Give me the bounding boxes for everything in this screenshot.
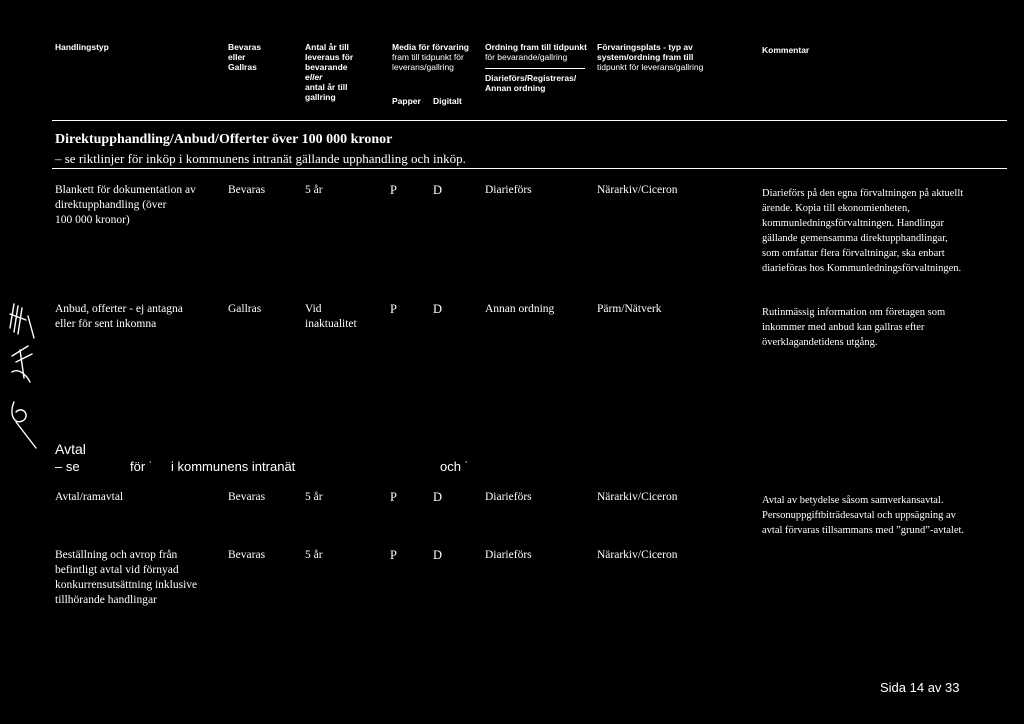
row-digital: D <box>433 183 443 197</box>
row-paper: P <box>390 183 397 197</box>
row-paper: P <box>390 548 397 562</box>
header-ordning-bottom: Diarieförs/Registreras/ Annan ordning <box>485 73 577 93</box>
header-papper: Papper <box>392 96 421 106</box>
section-subtitle-avtal-b: för ˙ <box>130 459 154 474</box>
row-digital: D <box>433 548 443 562</box>
section-subtitle-avtal-d: och ˙ <box>440 459 469 474</box>
section-title-direktupphandling: Direktupphandling/Anbud/Offerter över 100 000 kronor <box>55 132 393 147</box>
header-kommentar: Kommentar <box>762 45 810 55</box>
row-years: 5 år <box>305 549 323 561</box>
row-handlingstyp: Avtal/ramavtal <box>55 491 124 503</box>
row-ordning: Diarieförs <box>485 491 532 503</box>
row-handlingstyp: Anbud, offerter - ej antagna eller för sent inkomna <box>55 303 183 330</box>
row-kommentar: Rutinmässig information om företagen som inkommer med anbud kan gallras efter överklagandetidens utgång. <box>762 307 946 348</box>
row-forvaringsplats: Närarkiv/Ciceron <box>597 549 678 561</box>
header-digitalt: Digitalt <box>433 96 462 106</box>
row-digital: D <box>433 490 443 504</box>
section-subtitle-avtal-a: – se <box>55 459 80 474</box>
row-forvaringsplats: Pärm/Nätverk <box>597 303 662 315</box>
row-years: Vid inaktualitet <box>305 303 357 330</box>
header-bevaras-gallras: Bevaras eller Gallras <box>228 42 262 72</box>
header-forvaringsplats: Förvaringsplats - typ av system/ordning fram till tidpunkt för leverans/gallring <box>597 42 704 72</box>
row-paper: P <box>390 302 397 316</box>
row-bevaras: Bevaras <box>228 184 266 196</box>
row-forvaringsplats: Närarkiv/Ciceron <box>597 491 678 503</box>
row-ordning: Diarieförs <box>485 549 532 561</box>
header-ordning-divider <box>485 68 585 69</box>
section-rule <box>52 168 1007 169</box>
header-ordning: Ordning fram till tidpunkt för bevarande/gallring <box>485 42 587 62</box>
row-bevaras: Bevaras <box>228 549 266 561</box>
section-subtitle-direktupphandling: – se riktlinjer för inköp i kommunens intranät gällande upphandling och inköp. <box>55 151 466 166</box>
row-digital: D <box>433 302 443 316</box>
row-forvaringsplats: Närarkiv/Ciceron <box>597 184 678 196</box>
header-antal-ar: Antal år till leveraus för bevarande eller antal år till gallring <box>305 42 354 102</box>
row-ordning: Annan ordning <box>485 303 555 315</box>
row-bevaras: Bevaras <box>228 491 266 503</box>
row-kommentar: Diarieförs på den egna förvaltningen på aktuellt ärende. Kopia till ekonomienheten, kommunledningsförvaltningen. Handlingar gällande gemensamma direktupphandlingar, som omfattar flera förvaltningar, ska enbart diarieföras hos Kommunledningsförvaltningen. <box>762 188 964 274</box>
handwritten-signature <box>2 298 42 458</box>
header-handlingstyp: Handlingstyp <box>55 42 109 52</box>
row-paper: P <box>390 490 397 504</box>
page-number: Sida 14 av 33 <box>880 680 960 695</box>
section-subtitle-avtal-c: i kommunens intranät <box>171 459 296 474</box>
row-years: 5 år <box>305 184 323 196</box>
row-handlingstyp: Beställning och avrop från befintligt avtal vid förnyad konkurrensutsättning inklusive tillhörande handlingar <box>55 549 198 606</box>
section-title-avtal: Avtal <box>55 441 86 457</box>
row-kommentar: Avtal av betydelse såsom samverkansavtal. Personuppgiftbiträdesavtal och uppsägning av avtal förvaras tillsammans med ”grund”-avtalet. <box>762 495 965 536</box>
row-gallras: Gallras <box>228 303 262 315</box>
row-handlingstyp: Blankett för dokumentation av direktupphandling (över 100 000 kronor) <box>55 184 196 226</box>
header-media: Media för förvaring fram till tidpunkt för leverans/gallring <box>392 42 469 72</box>
header-rule <box>52 120 1007 121</box>
row-years: 5 år <box>305 491 323 503</box>
row-ordning: Diarieförs <box>485 184 532 196</box>
